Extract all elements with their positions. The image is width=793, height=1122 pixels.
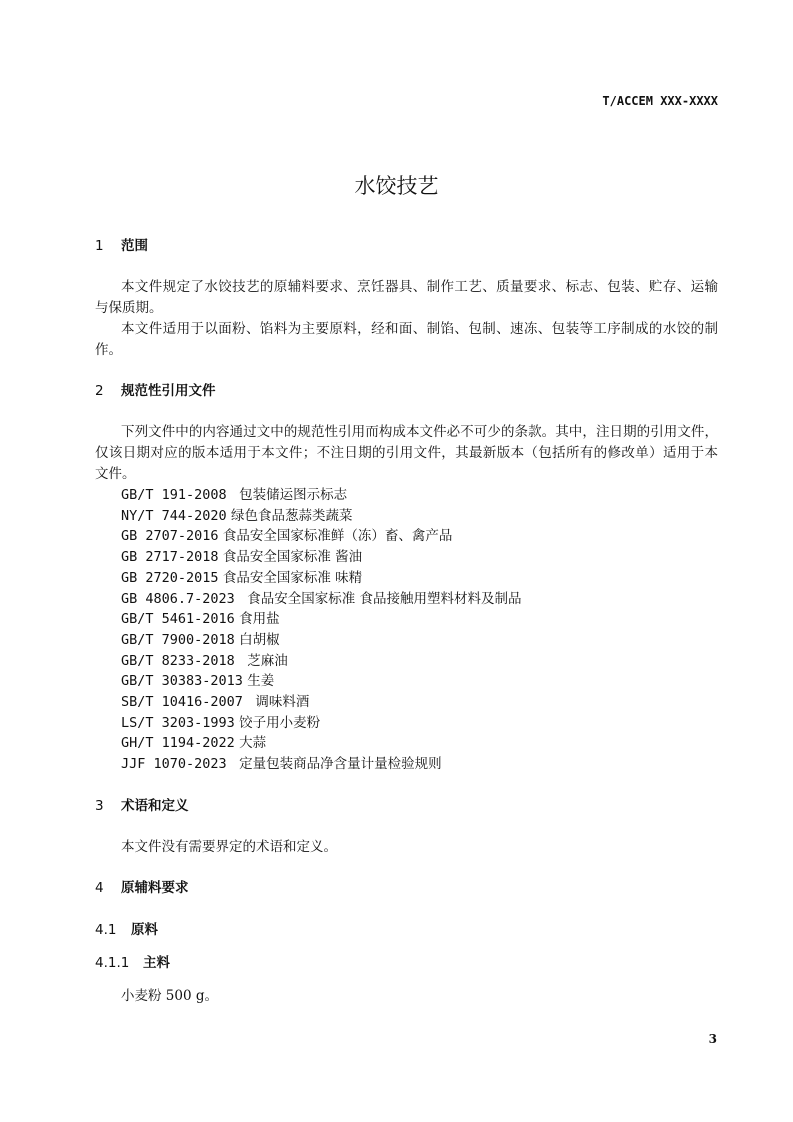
- reference-code: GB/T 191-2008: [121, 487, 235, 503]
- section-number: 4: [95, 880, 104, 896]
- section-title: 原料: [131, 922, 158, 938]
- section-title: 主料: [143, 955, 170, 971]
- section-1-heading: [95, 234, 148, 254]
- paragraph-line: 文件。: [95, 466, 136, 482]
- reference-code: GB 4806.7-2023: [121, 590, 243, 607]
- reference-item: [121, 690, 309, 710]
- reference-title: 食品安全国家标准 味精: [218, 569, 363, 586]
- reference-item: [121, 607, 280, 627]
- document-code: T/ACCEM XXX-XXXX: [602, 94, 718, 108]
- paragraph-line: 小麦粉 500 g。: [121, 988, 218, 1004]
- reference-code: GB 2720-2015: [121, 569, 219, 586]
- reference-code: GB/T 8233-2018: [121, 652, 243, 669]
- reference-item: [121, 711, 320, 731]
- reference-code: JJF 1070-2023: [121, 756, 235, 773]
- reference-code: GH/T 1194-2022: [121, 735, 235, 752]
- page-title: 水饺技艺: [354, 174, 439, 198]
- reference-code: GB 2717-2018: [121, 549, 219, 566]
- reference-item: [121, 524, 452, 544]
- section-4-heading: [95, 876, 189, 896]
- paragraph-line: 本文件规定了水饺技艺的原辅料要求、烹饪器具、制作工艺、质量要求、标志、包装、贮存、运输: [121, 279, 718, 295]
- reference-title: 食品安全国家标准 酱油: [218, 549, 363, 566]
- reference-code: NY/T 744-2020: [121, 507, 227, 524]
- reference-item: [121, 545, 362, 565]
- reference-title: 大蒜: [234, 735, 267, 752]
- reference-title: 包装储运图示标志: [234, 487, 348, 503]
- reference-code: SB/T 10416-2007: [121, 694, 252, 710]
- paragraph-line: 仅该日期对应的版本适用于本文件；不注日期的引用文件，其最新版本（包括所有的修改单）适用于本: [95, 445, 718, 461]
- page-number: 3: [708, 1032, 717, 1046]
- reference-code: GB 2707-2016: [121, 528, 219, 545]
- reference-code: GB/T 7900-2018: [121, 631, 235, 648]
- paragraph-line: 本文件没有需要界定的术语和定义。: [121, 839, 337, 855]
- section-title: 原辅料要求: [121, 880, 189, 896]
- section-number: 4.1.1: [95, 955, 130, 971]
- section-3-heading: [95, 794, 189, 814]
- reference-item: [121, 669, 274, 689]
- section-title: 规范性引用文件: [121, 383, 216, 399]
- paragraph-line: 与保质期。: [95, 300, 163, 316]
- reference-title: 定量包装商品净含量计量检验规则: [234, 756, 442, 773]
- reference-code: GB/T 5461-2016: [121, 611, 235, 628]
- reference-item: [121, 483, 347, 503]
- reference-title: 食用盐: [234, 611, 280, 628]
- paragraph-line: 本文件适用于以面粉、馅料为主要原料，经和面、制馅、包制、速冻、包装等工序制成的水饺的制: [121, 321, 718, 337]
- reference-item: [121, 504, 352, 524]
- section-title: 范围: [121, 238, 148, 254]
- reference-item: [121, 731, 266, 751]
- section-title: 术语和定义: [121, 798, 189, 814]
- reference-item: [121, 628, 280, 648]
- reference-title: 调味料酒: [251, 694, 310, 710]
- reference-title: 芝麻油: [242, 652, 288, 669]
- section-4-1-heading: [95, 918, 158, 938]
- reference-item: [121, 587, 522, 607]
- reference-code: GB/T 30383-2013: [121, 673, 243, 690]
- reference-item: [121, 566, 362, 586]
- paragraph-line: 作。: [95, 342, 122, 358]
- section-number: 2: [95, 383, 104, 399]
- section-4-1-1-heading: [95, 951, 170, 971]
- section-number: 1: [95, 238, 104, 254]
- reference-code: LS/T 3203-1993: [121, 714, 235, 731]
- paragraph-line: 下列文件中的内容通过文中的规范性引用而构成本文件必不可少的条款。其中，注日期的引用文件，: [121, 424, 718, 440]
- section-number: 3: [95, 798, 104, 814]
- reference-title: 绿色食品葱蒜类蔬菜: [226, 507, 353, 524]
- reference-item: [121, 649, 288, 669]
- reference-title: 饺子用小麦粉: [234, 714, 321, 731]
- reference-title: 食品安全国家标准 食品接触用塑料材料及制品: [242, 590, 522, 607]
- section-2-heading: [95, 379, 216, 399]
- reference-title: 食品安全国家标准鲜（冻）畜、禽产品: [218, 528, 453, 545]
- reference-item: [121, 752, 442, 772]
- reference-title: 白胡椒: [234, 631, 280, 648]
- reference-title: 生姜: [242, 673, 275, 690]
- section-number: 4.1: [95, 922, 117, 938]
